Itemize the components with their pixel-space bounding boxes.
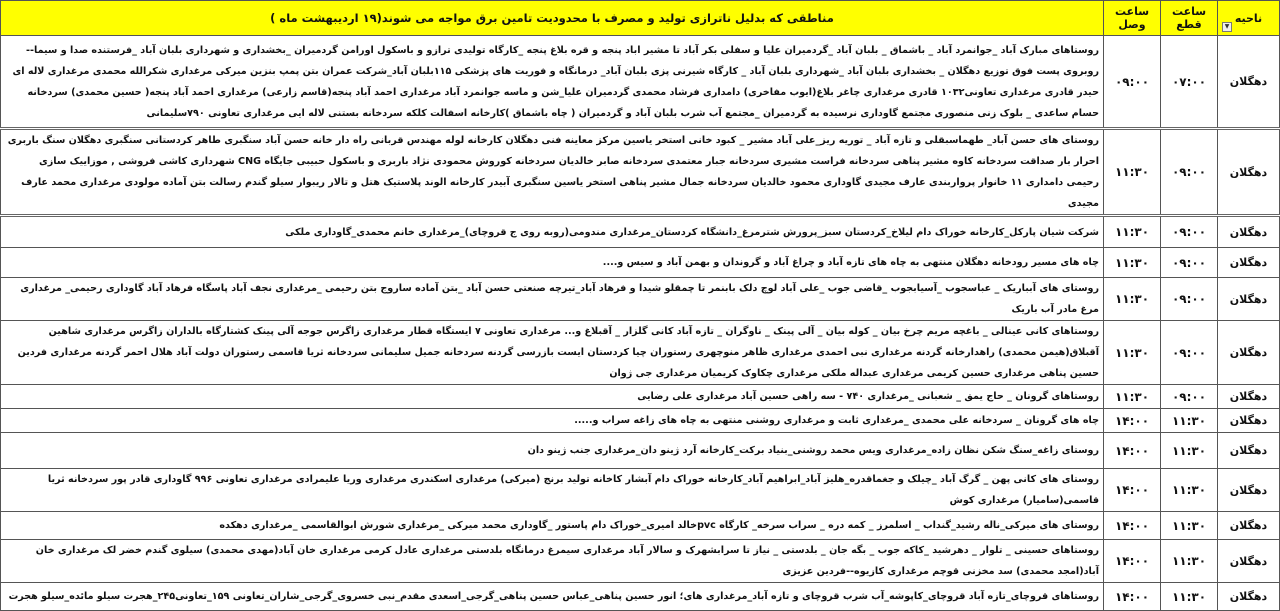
table-row	[1, 216, 1280, 248]
region-cell: دهگلان	[1218, 36, 1280, 129]
connect-time-cell: ۱۴:۰۰	[1104, 433, 1161, 469]
table-row	[1, 469, 1280, 512]
connect-time-cell: ۱۱:۳۰	[1104, 385, 1161, 409]
table-row	[1, 321, 1280, 385]
cut-time-cell: ۰۹:۰۰	[1161, 129, 1218, 216]
connect-time-cell: ۰۹:۰۰	[1104, 36, 1161, 129]
region-cell: دهگلان	[1218, 409, 1280, 433]
cut-time-cell: ۰۷:۰۰	[1161, 36, 1218, 129]
filter-dropdown-icon[interactable]: ▼	[1222, 22, 1232, 32]
table-row	[1, 129, 1280, 216]
cut-time-cell: ۱۱:۳۰	[1161, 583, 1218, 611]
connect-time-cell: ۱۱:۳۰	[1104, 129, 1161, 216]
cut-time-cell: ۰۹:۰۰	[1161, 385, 1218, 409]
cut-time-cell: ۱۱:۳۰	[1161, 469, 1218, 512]
cut-time-cell: ۱۱:۳۰	[1161, 540, 1218, 583]
region-cell: دهگلان	[1218, 129, 1280, 216]
connect-time-cell: ۱۱:۳۰	[1104, 216, 1161, 248]
region-cell: دهگلان	[1218, 583, 1280, 611]
affected-areas-cell: روستاهای مبارک آباد _جوانمرد آباد _ باشماق _ بلبان آباد _گردمیران علیا و سفلی بکر آباد تا مشیر اباد پنجه و قره بلاغ پنجه _کارگاه تولیدی ترازو و باسکول اورامن گردمیران _بخشداری و شهرداری بلبان آباد _فرستنده صدا و سیما--روبروی پست فوق توزیع دهگلان _ بخشداری بلبان آباد _شهرداری بلبان آباد _ کارگاه شیرنی پزی بلبان آباد_ درمانگاه و فوریت های پزشکی ۱۱۵بلبان آباد_شرکت عمران بتن پمپ بنزین میرکی مرغداری شکرالله محمدی مرغداری لاله ای حیدر قادری مرغداری تعاونی۱۰۳۲ قادری مرغداری چاغر بلاغ(ایوب مفاخری) دامداری فرشاد محمدی گردمیران علیا_شن و ماسه جوانمرد آباد مرغداری احمد آباد پنجه(قاسم زارعی) مرغداری احمد آباد پنجه( حسین محمدی) سردخانه حسام ساعدی _ بلوک زنی منصوری مجتمع گاوداری نرسیده به گردمیران _مجتمع آب شرب بلبان آباد و گردمیران ( چاه باشماق )کارخانه اسفالت کلکه سردخانه بستنی لاله ایی مرغداری تعاونی ۷۹۰سلیمانی	[1, 36, 1104, 129]
header-title: مناطقی که بدلیل ناترازی تولید و مصرف با محدودیت تامین برق مواجه می شوند(۱۹ اردیبهشت ماه )	[1, 1, 1104, 36]
table-row	[1, 583, 1280, 611]
table-row	[1, 433, 1280, 469]
table-row	[1, 385, 1280, 409]
affected-areas-cell: روستای های آبباریک _ عباسجوب _آسیابجوب _قاضی جوب _علی آباد لوچ دلک بابنمر تا چمقلو شیدا و فرهاد آباد_تیرچه صنعتی حسن آباد _بتن آماده ساروج بتن رحیمی _مرغداری نجف آباد پاسگاه فرهاد آباد گاوداری رحیمی_ مرغداری مرغ مادر آب باریک	[1, 278, 1104, 321]
cut-time-cell: ۰۹:۰۰	[1161, 248, 1218, 278]
header-cut-time: ساعت قطع	[1161, 1, 1218, 36]
region-cell: دهگلان	[1218, 469, 1280, 512]
header-region-label: ناحیه	[1234, 11, 1263, 25]
region-cell: دهگلان	[1218, 512, 1280, 540]
affected-areas-cell: شرکت شیان پارکل_کارخانه خوراک دام لیلاخ_کردستان سبز_پرورش شترمرغ_دانشگاه کردستان_مرغداری مندومی(روبه روی ج قروچای)_مرغداری خانم محمدی_گاوداری ملکی	[1, 216, 1104, 248]
region-cell: دهگلان	[1218, 385, 1280, 409]
connect-time-cell: ۱۴:۰۰	[1104, 583, 1161, 611]
table-row	[1, 409, 1280, 433]
region-cell: دهگلان	[1218, 216, 1280, 248]
affected-areas-cell: روستای های حسن آباد_ طهماسبقلی و تازه آباد _ توریه ریز_علی آباد مشیر _ کبود خانی استخر یاسین مرکز معاینه فنی دهگلان کارخانه لوله مهندس قربانی راه دار خانه حسن آباد سنگبری طاهر کردستانی سنگبری دهگلان سنگ باربری احرار بار صداقت سردخانه کاوه مشیر پناهی سردخانه فراست مشیری سردخانه جبار معتمدی سردخانه صابر خالدیان سردخانه کوروش محمودی نژاد باربری و باسکول حبیبی جایگاه CNG شهرداری کاشی فروشی , موزاییک سازی رحیمی دامداری ۱۱ خانوار پرواربندی عارف مجیدی گاوداری محمود خالدیان سردخانه جمال مشیر پناهی استخر یاسین سنگبری آبیدر کارخانه الوند پلاستیک هتل و تالار ریبوار سیلو گندم رسالت بتن آماده مولودی مرغداری محمد عارف مجیدی	[1, 129, 1104, 216]
table-row	[1, 248, 1280, 278]
table-row	[1, 36, 1280, 129]
cut-time-cell: ۱۱:۳۰	[1161, 409, 1218, 433]
table-row	[1, 540, 1280, 583]
header-row	[1, 1, 1280, 36]
region-cell: دهگلان	[1218, 433, 1280, 469]
affected-areas-cell: روستای زاغه_سنگ شکن نظان زاده_مرغداری ویس محمد روشنی_بنیاد برکت_کارخانه آرد ژینو دان_مرغداری جنب ژینو دان	[1, 433, 1104, 469]
affected-areas-cell: چاه های مسیر رودخانه دهگلان منتهی به چاه های تازه آباد و چراغ آباد و گروندان و بهمن آباد و سیس و....	[1, 248, 1104, 278]
affected-areas-cell: روستاهای حسینی _ تلوار _ دهرشید _کاکه جوب _ بگه جان _ بلدستی _ نیاز تا سرابشهرک و سالار آباد مرغداری سیمرغ درمانگاه بلدستی مرغداری عادل کرمی مرغداری خان آباد(مهدی محمدی) سیلوی گندم خضر لک مرغداری خان آباد(امجد محمدی) سد مخزنی قوچم مرغداری کازیوه--فردین عزیزی	[1, 540, 1104, 583]
cut-time-cell: ۰۹:۰۰	[1161, 321, 1218, 385]
region-cell: دهگلان	[1218, 321, 1280, 385]
affected-areas-cell: چاه های گرونان _ سردخانه علی محمدی _مرغداری ثابت و مرغداری روشنی منتهی به چاه های زاغه سراب و.....	[1, 409, 1104, 433]
affected-areas-cell: روستاهای قروچای_تازه آباد قروچای_کاپوشه_آب شرب قروچای و تازه آباد_مرغداری های؛ انور حسین پناهی_عباس حسین پناهی_گرجی_اسعدی مقدم_نبی خسروی_گرجی_شاران_تعاونی ۱۵۹_تعاونی۲۴۵_هجرت سیلو مائده_سیلو هجرت	[1, 583, 1104, 611]
cut-time-cell: ۰۹:۰۰	[1161, 216, 1218, 248]
connect-time-cell: ۱۴:۰۰	[1104, 512, 1161, 540]
cut-time-cell: ۱۱:۳۰	[1161, 512, 1218, 540]
connect-time-cell: ۱۱:۳۰	[1104, 248, 1161, 278]
header-connect-time: ساعت وصل	[1104, 1, 1161, 36]
table-row	[1, 278, 1280, 321]
connect-time-cell: ۱۴:۰۰	[1104, 409, 1161, 433]
connect-time-cell: ۱۱:۳۰	[1104, 278, 1161, 321]
region-cell: دهگلان	[1218, 540, 1280, 583]
affected-areas-cell: روستای های کانی پهن _ گرگ آباد _چیلک و جغماقدره_هلیز آباد_ابراهیم آباد_کارخانه خوراک دام آبشار کاخانه تولید برنج (میرکی) مرغداری اسکندری مرغداری وریا علیمرادی مرغداری تعاونی ۹۹۶ گاوداری قادر پور سردخانه ثریا قاسمی(سامیار) مرغداری کوش	[1, 469, 1104, 512]
table-row	[1, 512, 1280, 540]
connect-time-cell: ۱۱:۳۰	[1104, 321, 1161, 385]
affected-areas-cell: روستاهای گرونان _ حاج یمق _ شعبانی _مرغداری ۷۴۰ - سه راهی حسین آباد مرغداری علی رضایی	[1, 385, 1104, 409]
connect-time-cell: ۱۴:۰۰	[1104, 540, 1161, 583]
connect-time-cell: ۱۴:۰۰	[1104, 469, 1161, 512]
cut-time-cell: ۰۹:۰۰	[1161, 278, 1218, 321]
affected-areas-cell: روستای های میرکی_ناله رشید_گنداب _ اسلمرز _ کمه دره _ سراب سرخه_ کارگاه pvcخالد امیری_خوراک دام پاستور _گاوداری محمد میرکی _مرغداری شورش ابوالقاسمی _مرغداری دهکده	[1, 512, 1104, 540]
region-cell: دهگلان	[1218, 278, 1280, 321]
affected-areas-cell: روستاهای کانی عینالی _ باغچه مریم چرخ بیان _ کوله بیان _ آلی پینک _ ناوگران _ تازه آباد کانی گلزار _ آقبلاغ و... مرغداری تعاونی ۷ ایستگاه قطار مرغداری زاگرس جوجه آلی پینک کشتارگاه بالداران زاگرس مرغداری شاهین آقبلاق(هیمن محمدی) راهدارخانه گردنه مرغداری نبی احمدی مرغداری ظاهر منوچهری رستوران چیا کردستان ایست بازرسی گردنه سردخانه جمیل سلیمانی سردخانه ثریا قاسمی رستوران دولت آباد هلال احمر گردنه مرغداری فردین حسین پناهی مرغداری حسین کریمی مرغداری عبداله ملکی مرغداری چکاوک کریمیان مرغداری جی ژوان	[1, 321, 1104, 385]
header-region	[1218, 1, 1280, 36]
region-cell: دهگلان	[1218, 248, 1280, 278]
cut-time-cell: ۱۱:۳۰	[1161, 433, 1218, 469]
